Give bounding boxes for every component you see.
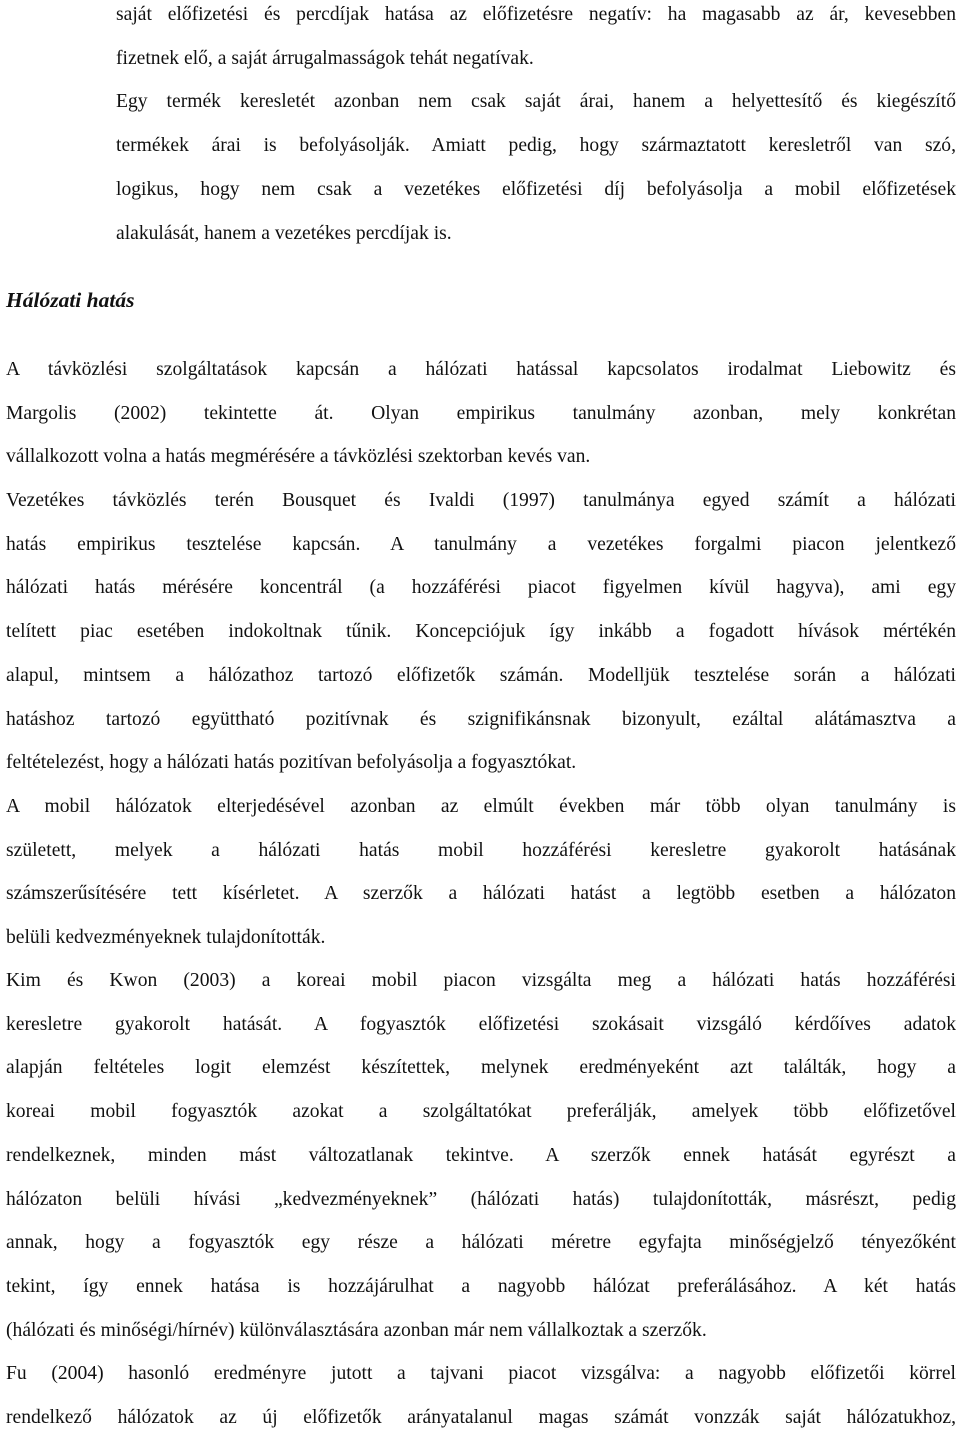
- paragraph-bousquet: [6, 479, 956, 785]
- text-line: annak, hogy a fogyasztók egy része a hálózati méretre egyfajta minőségjelző tényezőként: [6, 1232, 956, 1254]
- text-line: rendelkező hálózatok az új előfizetők arányatalanul magas számát vonzzák saját hálózatukhoz,: [6, 1406, 956, 1428]
- text-line: (hálózati és minőségi/hírnév) különválasztására azonban már nem vállalkoztak a szerzők.: [6, 1319, 707, 1341]
- text-line: koreai mobil fogyasztók azokat a szolgáltatókat preferálják, amelyek több előfizetővel: [6, 1101, 956, 1123]
- text-line: termékek árai is befolyásolják. Amiatt pedig, hogy származtatott keresletről van szó,: [116, 135, 956, 157]
- text-line: A mobil hálózatok elterjedésével azonban az elmúlt években már több olyan tanulmány is: [6, 796, 956, 817]
- paragraph-fu: [6, 1352, 956, 1439]
- text-line: Fu (2004) hasonló eredményre jutott a tajvani piacot vizsgálva: a nagyobb előfizetői körrel: [6, 1363, 956, 1384]
- paragraph-liebowitz: [6, 348, 956, 479]
- section-heading: Hálózati hatás: [6, 288, 135, 312]
- text-line: telített piac esetében indokoltnak tűnik. Koncepciójuk így inkább a fogadott hívások mértékén: [6, 621, 956, 643]
- text-line: született, melyek a hálózati hatás mobil hozzáférési keresletre gyakorolt hatásának: [6, 839, 956, 861]
- text-line: Margolis (2002) tekintette át. Olyan empirikus tanulmány azonban, mely konkrétan: [6, 402, 956, 424]
- text-line: Egy termék keresletét azonban nem csak saját árai, hanem a helyettesítő és kiegészítő: [116, 91, 956, 113]
- paragraph-mobile-networks: [6, 785, 956, 960]
- text-line: tekint, így ennek hatása is hozzájárulhat a nagyobb hálózat preferálásához. A két hatás: [6, 1275, 956, 1297]
- text-line: logikus, hogy nem csak a vezetékes előfizetési díj befolyásolja a mobil előfizetések: [116, 178, 956, 200]
- text-line: keresletre gyakorolt hatását. A fogyasztók előfizetési szokásait vizsgáló kérdőíves adatok: [6, 1013, 956, 1035]
- text-line: hálózaton belüli hívási „kedvezményeknek” (hálózati hatás) tulajdonították, másrészt, pedig: [6, 1188, 956, 1210]
- text-line: hatáshoz tartozó együttható pozitívnak és szignifikánsnak bizonyult, ezáltal alátámasztva a: [6, 708, 956, 730]
- text-line: hálózati hatás mérésére koncentrál (a hozzáférési piacot figyelmen kívül hagyva), ami egy: [6, 577, 956, 599]
- text-line: alakulását, hanem a vezetékes percdíjak is.: [116, 222, 452, 244]
- top-paragraph: [116, 0, 956, 255]
- text-line: A távközlési szolgáltatások kapcsán a hálózati hatással kapcsolatos irodalmat Liebowitz és: [6, 359, 956, 380]
- text-line: alapján feltételes logit elemzést készítettek, melynek eredményeként azt találták, hogy a: [6, 1057, 956, 1079]
- text-line: Vezetékes távközlés terén Bousquet és Ivaldi (1997) tanulmánya egyed számít a hálózati: [6, 490, 956, 511]
- text-line: alapul, mintsem a hálózathoz tartozó előfizetők számán. Modelljük tesztelése során a hálózati: [6, 664, 956, 686]
- text-line: vállalkozott volna a hatás megmérésére a távközlési szektorban kevés van.: [6, 446, 591, 468]
- text-line: belüli kedvezményeknek tulajdonították.: [6, 927, 326, 949]
- text-line: Kim és Kwon (2003) a koreai mobil piacon vizsgálta meg a hálózati hatás hozzáférési: [6, 970, 956, 991]
- text-line: feltételezést, hogy a hálózati hatás pozitívan befolyásolja a fogyasztókat.: [6, 752, 577, 774]
- text-line: hatás empirikus tesztelése kapcsán. A tanulmány a vezetékes forgalmi piacon jelentkező: [6, 533, 956, 555]
- paragraph-kim-kwon: [6, 959, 956, 1352]
- text-line: fizetnek elő, a saját árrugalmasságok tehát negatívak.: [116, 47, 534, 69]
- text-line: számszerűsítésére tett kísérletet. A szerzők a hálózati hatást a legtöbb esetben a hálózaton: [6, 883, 956, 905]
- text-line: saját előfizetési és percdíjak hatása az előfizetésre negatív: ha magasabb az ár, kevesebben: [116, 4, 956, 25]
- text-line: rendelkeznek, minden mást változatlanak tekintve. A szerzők ennek hatását egyrészt a: [6, 1144, 956, 1166]
